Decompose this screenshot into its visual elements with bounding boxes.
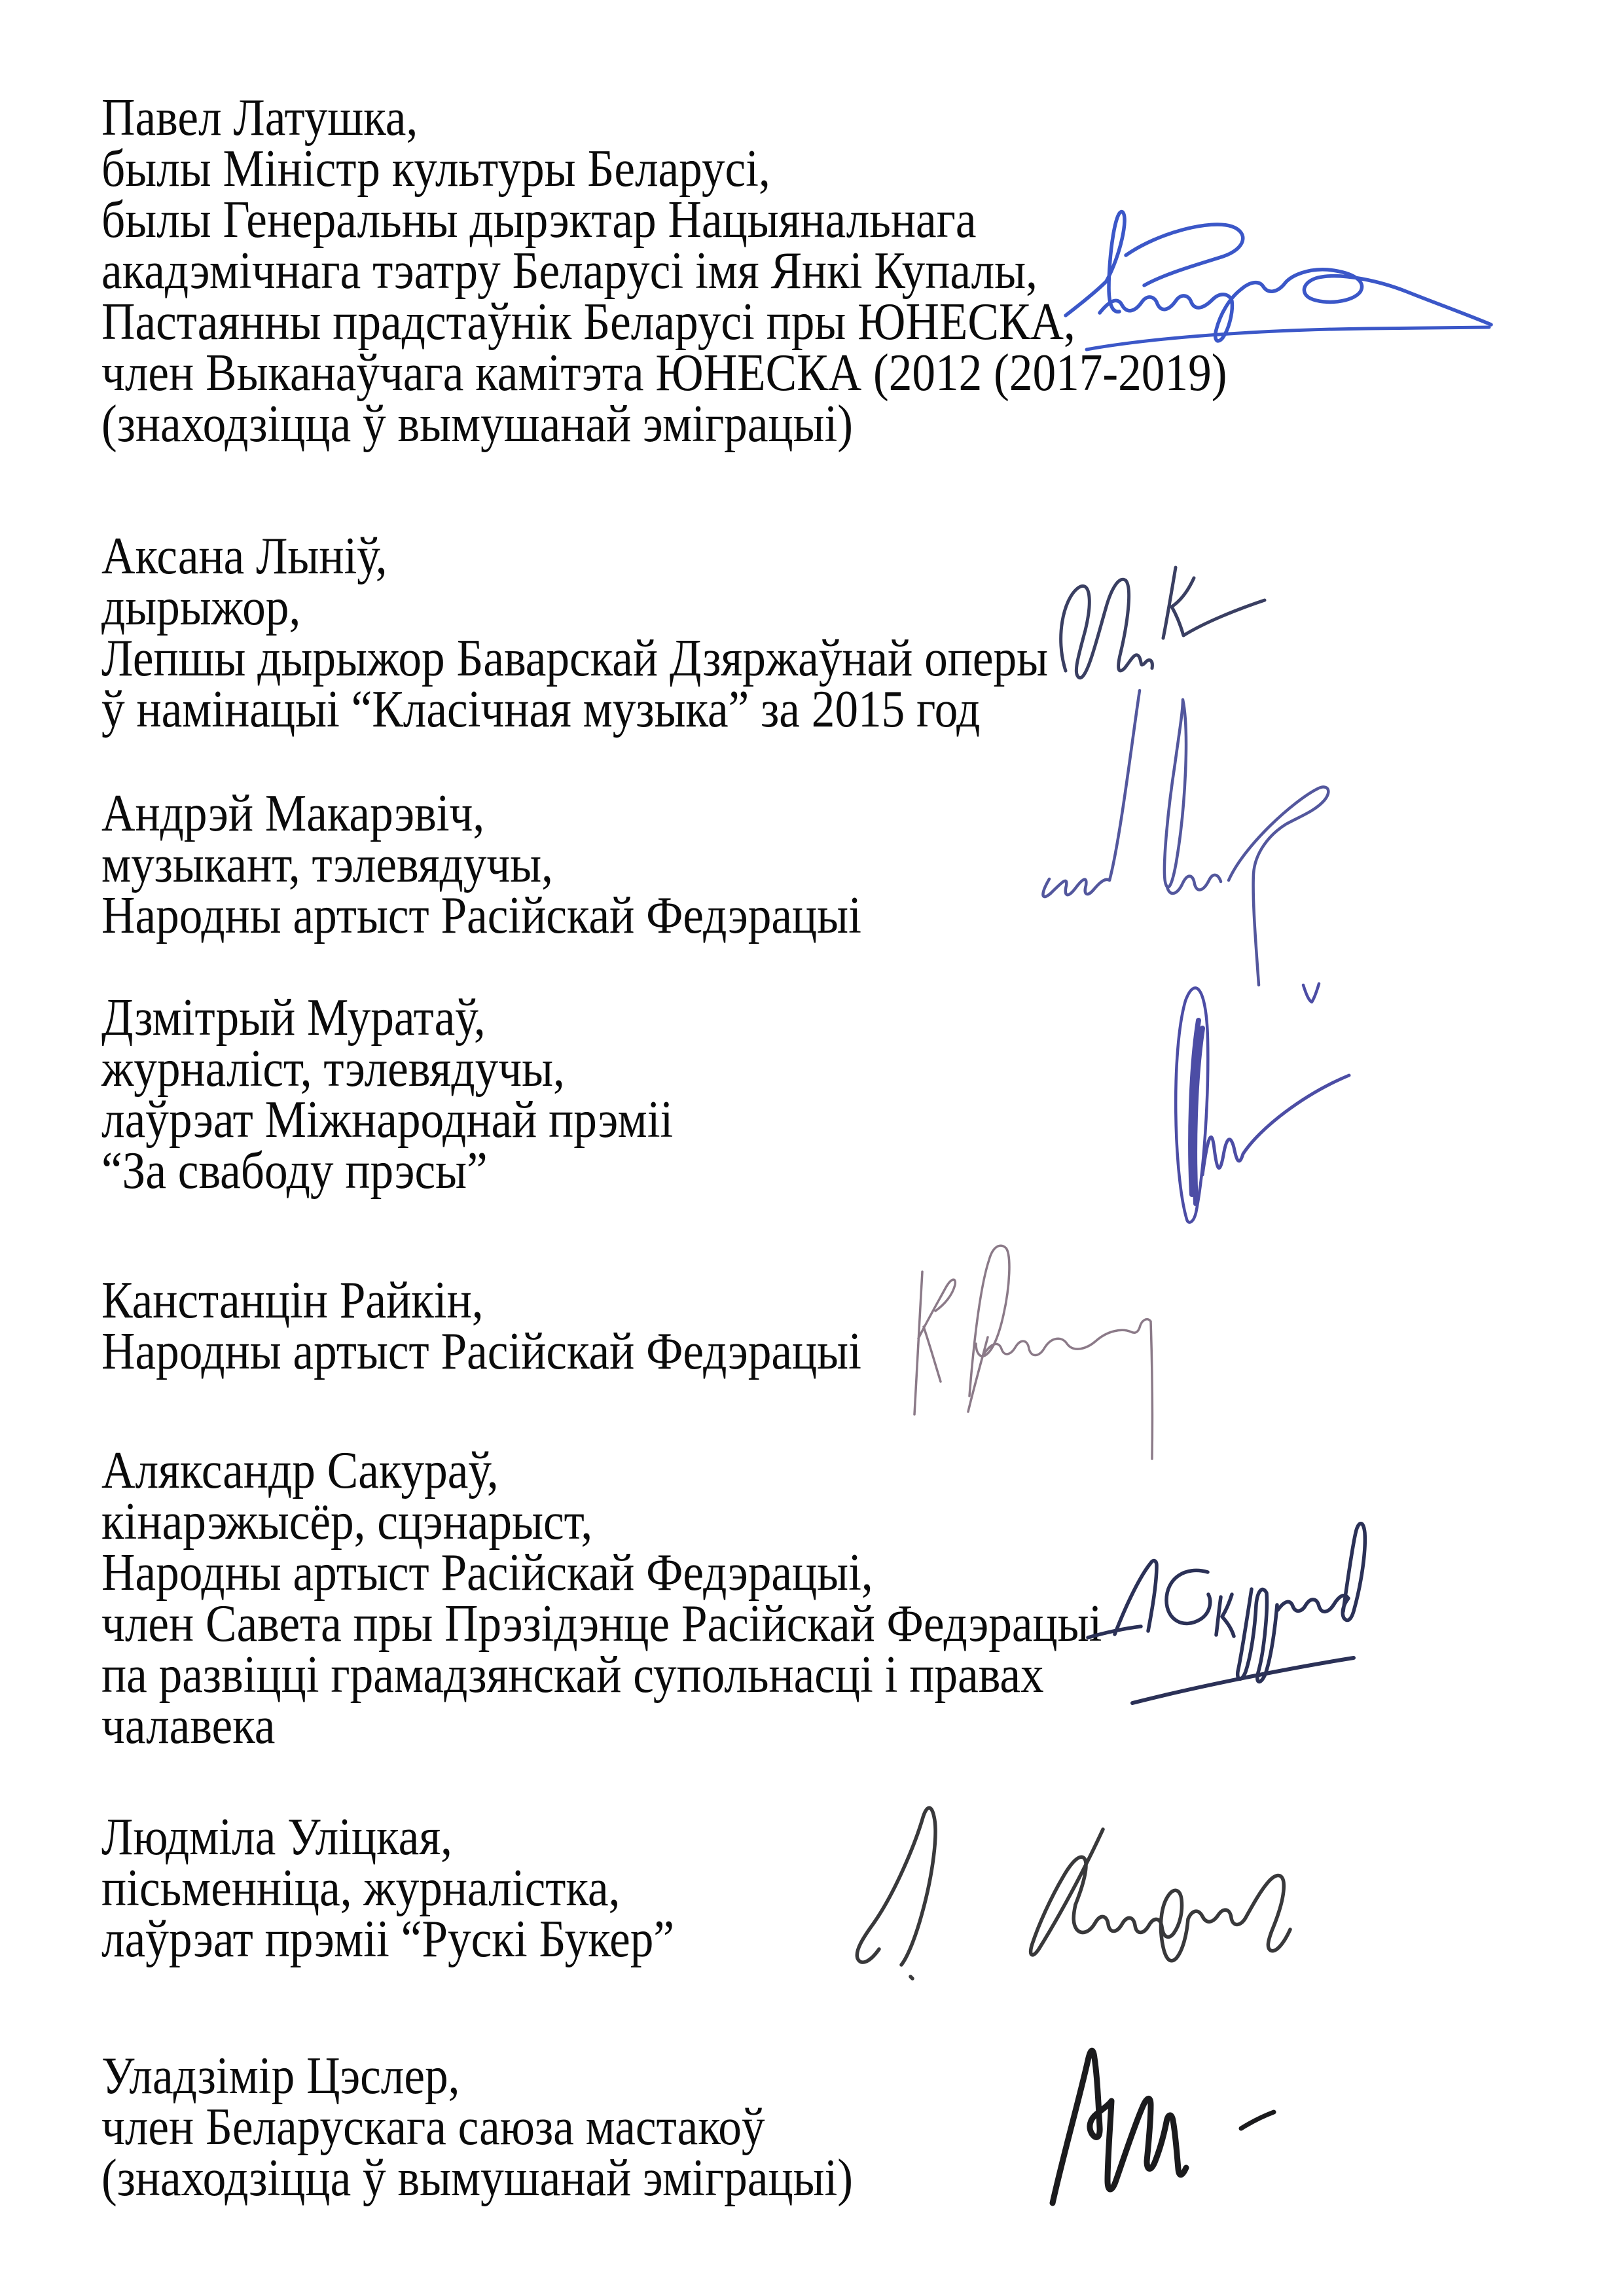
signatory-title: па развіцці грамадзянскай супольнасці і правах <box>101 1645 1044 1704</box>
signature-muratov <box>1168 978 1358 1240</box>
signatory-text <box>101 526 1049 738</box>
signature-strokes <box>1043 691 1328 985</box>
signatory-title: лаўрэат Міжнароднай прэміі <box>101 1090 674 1149</box>
signatory-name: Аксана Лыніў, <box>101 526 388 585</box>
signatory-name: Андрэй Макарэвіч, <box>101 783 485 842</box>
signatory-text <box>101 783 861 944</box>
signatory-title: чалавека <box>101 1696 276 1755</box>
signatory-title: журналіст, тэлевядучы, <box>101 1039 565 1098</box>
signatory-text <box>101 1807 675 1968</box>
signatory-title: член Выканаўчага камітэта ЮНЕСКА (2012 (2017-2019) <box>101 343 1227 402</box>
signature-strokes <box>1066 212 1491 350</box>
signatory-text <box>101 1270 861 1380</box>
signature-strokes <box>857 1808 1290 1979</box>
signature-strokes <box>1088 1524 1365 1703</box>
signatory-note: (знаходзіцца ў вымушанай эміграцыі) <box>101 394 854 453</box>
signatory-title: пісьменніца, журналістка, <box>101 1858 621 1917</box>
signature-latushka <box>1060 177 1506 380</box>
signatory-text <box>101 88 1227 453</box>
signatory-title: “За свабоду прэсы” <box>101 1141 488 1200</box>
signatory-note: (знаходзіцца ў вымушанай эміграцыі) <box>101 2148 854 2207</box>
signature-ulitskaya <box>848 1793 1384 1996</box>
signatory-title: кінарэжысёр, сцэнарыст, <box>101 1492 593 1551</box>
signatory-name: Уладзімір Цэслер, <box>101 2046 460 2105</box>
signatory-title: музыкант, тэлевядучы, <box>101 834 553 893</box>
signatory-name: Павел Латушка, <box>101 88 418 147</box>
signature-strokes <box>1053 2051 1274 2203</box>
signatory-title: Пастаянны прадстаўнік Беларусі пры ЮНЕСКА, <box>101 292 1075 351</box>
signatory-name: Канстанцін Райкін, <box>101 1270 484 1329</box>
signatory-title: ў намінацыі “Класічная музыка” за 2015 год <box>101 679 981 738</box>
signatory-title: Народны артыст Расійскай Федэрацыі <box>101 1321 861 1380</box>
signatory-text <box>101 1441 1102 1755</box>
signature-strokes <box>1176 984 1349 1223</box>
signatory-title: Народны артыст Расійскай Федэрацыі, <box>101 1543 873 1602</box>
signatory-title: член Беларускага саюза мастакоў <box>101 2097 765 2156</box>
signatory-title: акадэмічнага тэатру Беларусі імя Янкі Купалы, <box>101 241 1038 300</box>
signatory-title: Лепшы дырыжор Баварскай Дзяржаўнай оперы <box>101 628 1049 687</box>
signatory-name: Людміла Уліцкая, <box>101 1807 452 1866</box>
signatory-title: былы Міністр культуры Беларусі, <box>101 139 770 198</box>
signatory-name: Дзмітрый Муратаў, <box>101 988 486 1047</box>
signatory-text <box>101 2046 854 2207</box>
signature-sokurov <box>1080 1505 1368 1721</box>
signatory-title: дырыжор, <box>101 577 301 636</box>
signature-makarevich <box>1011 684 1417 992</box>
signature-lyniv <box>1047 560 1270 691</box>
signatory-text <box>101 988 674 1200</box>
signatory-title: Народны артыст Расійскай Федэрацыі <box>101 886 861 944</box>
signature-strokes <box>1061 567 1265 678</box>
signature-tsesler <box>1028 2029 1290 2225</box>
signatory-title: член Савета пры Прэзідэнце Расійскай Федэрацыі <box>101 1594 1102 1653</box>
signatory-title: лаўрэат прэміі “Рускі Букер” <box>101 1909 675 1968</box>
signatory-name: Аляксандр Сакураў, <box>101 1441 499 1499</box>
signature-strokes <box>914 1246 1152 1459</box>
signatory-title: былы Генеральны дырэктар Нацыянальнага <box>101 190 977 249</box>
